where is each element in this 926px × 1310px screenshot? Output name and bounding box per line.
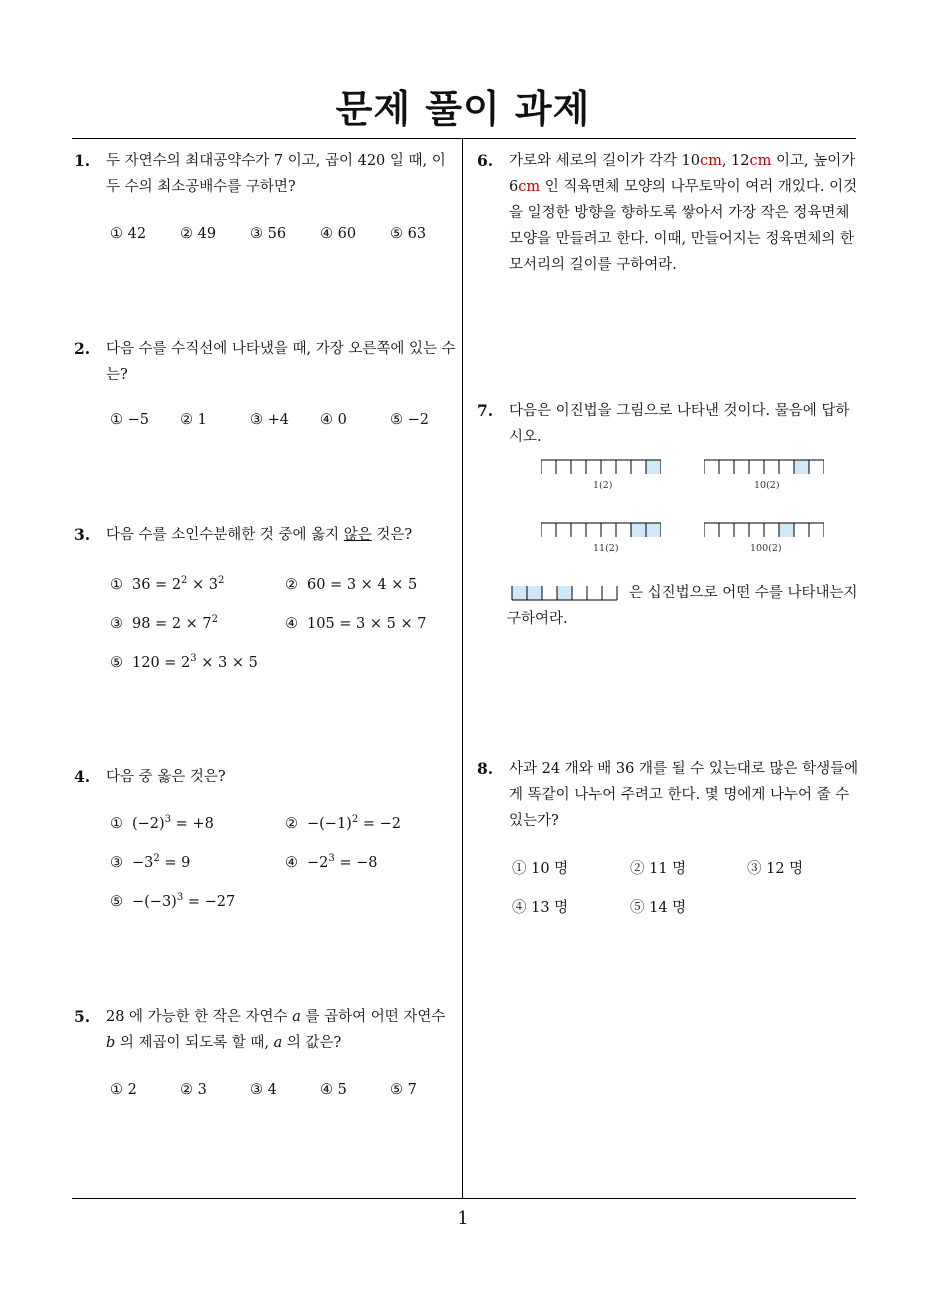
filled-cell: [646, 523, 661, 537]
figure-label: 100(2): [750, 543, 782, 554]
choice-marker: ④: [285, 855, 298, 871]
choice-3[interactable]: ③ 12 명: [747, 861, 804, 877]
expr: 36 = 2: [132, 577, 182, 593]
question-text: 은 십진법으로 어떤 수를 나타내는지 구하여라.: [507, 585, 858, 627]
choice-1[interactable]: ① 2: [110, 1082, 137, 1098]
question-6: [477, 148, 859, 278]
text-part: 의 값은?: [282, 1035, 342, 1051]
choice-5[interactable]: ⑤ 7: [390, 1082, 417, 1098]
expr: (−2): [132, 816, 165, 832]
page-title: 문제 풀이 과제: [335, 87, 591, 131]
filled-cell: [512, 586, 527, 600]
choice-4[interactable]: ④ 5: [320, 1082, 347, 1098]
text-part: 다음 수를 소인수분해한 것 중에 옳지: [106, 527, 344, 543]
question-number: 6.: [477, 151, 494, 170]
choice-1[interactable]: [110, 816, 214, 832]
text-part: 의 제곱이 되도록 할 때,: [115, 1035, 274, 1051]
choice-3[interactable]: [110, 616, 218, 632]
question-text: [509, 148, 859, 278]
exponent: 2: [153, 853, 160, 864]
text-part: , 12: [721, 153, 750, 169]
choice-5[interactable]: ⑤ 63: [390, 226, 427, 242]
choice-2[interactable]: ② 1: [180, 412, 207, 428]
exponent: 3: [190, 653, 197, 664]
question-text: [106, 522, 458, 548]
exponent: 2: [211, 614, 219, 625]
question-number: 2.: [74, 339, 91, 358]
binary-strip: [541, 458, 661, 476]
choice-2[interactable]: ② 49: [180, 226, 217, 242]
choice-3[interactable]: ③ 4: [250, 1082, 277, 1098]
figure-label: 11(2): [593, 543, 619, 554]
text-part: 를 곱하여 어떤 자연수: [300, 1009, 446, 1025]
question-number: 8.: [477, 759, 494, 778]
exponent: 3: [328, 853, 335, 864]
question-2: [74, 336, 458, 388]
expr: −(−1): [307, 816, 352, 832]
expr: −(−3): [132, 894, 177, 910]
binary-strip: [508, 585, 632, 603]
unit-cm: cm: [699, 153, 722, 169]
choice-5[interactable]: ⑤ −2: [390, 412, 429, 428]
question-text: 사과 24 개와 배 36 개를 될 수 있는대로 많은 학생들에게 똑같이 나누어 주려고 한다. 몇 명에게 나누어 줄 수 있는가?: [509, 761, 859, 829]
figure-label: 1(2): [593, 480, 613, 491]
question-number: 5.: [74, 1007, 91, 1026]
unit-cm: cm: [749, 153, 772, 169]
choice-2[interactable]: [285, 577, 417, 593]
expr: = +8: [171, 816, 214, 832]
filled-cell: [631, 523, 646, 537]
expr: 60 = 3 × 4 × 5: [307, 577, 418, 593]
expr: −3: [132, 855, 154, 871]
exponent: 2: [181, 575, 188, 586]
choice-marker: ④: [285, 616, 298, 632]
expr: 120 = 2: [132, 655, 191, 671]
question-text: 다음 중 옳은 것은?: [106, 769, 226, 785]
choice-3[interactable]: ③ 56: [250, 226, 287, 242]
expr: = −27: [183, 894, 236, 910]
binary-figure-2: [704, 458, 824, 491]
choice-2[interactable]: ② 11 명: [630, 861, 687, 877]
text-part: 이고, 높이가 6: [509, 153, 856, 195]
choice-marker: ⑤: [110, 655, 123, 671]
variable: b: [106, 1035, 116, 1051]
filled-cell: [794, 460, 809, 474]
question-number: 7.: [477, 401, 494, 420]
choice-marker: ③: [110, 855, 123, 871]
filled-cell: [646, 460, 661, 474]
choice-marker: ⑤: [110, 894, 123, 910]
filled-cell: [527, 586, 542, 600]
choice-4[interactable]: ④ 13 명: [512, 900, 569, 916]
choice-5[interactable]: [110, 655, 258, 671]
question-number: 3.: [74, 525, 91, 544]
choice-2[interactable]: [285, 816, 401, 832]
binary-figure-4: [704, 521, 824, 554]
text-part: 가로와 세로의 길이가 각각 10: [509, 153, 700, 169]
binary-inline-figure: [508, 585, 632, 607]
variable: a: [273, 1035, 283, 1051]
question-text: 두 자연수의 최대공약수가 7 이고, 곱이 420 일 때, 이 두 수의 최소공배수를 구하면?: [106, 153, 446, 195]
expr: = −2: [358, 816, 401, 832]
binary-figure-3: [541, 521, 661, 554]
binary-strip: [541, 521, 661, 539]
expr: × 3: [187, 577, 219, 593]
text-part: 것은?: [371, 527, 413, 543]
choice-marker: ①: [110, 577, 123, 593]
question-text: 다음 수를 수직선에 나타냈을 때, 가장 오른쪽에 있는 수는?: [106, 341, 456, 383]
expr: −2: [307, 855, 329, 871]
binary-figure-1: [541, 458, 661, 491]
expr: = 9: [159, 855, 191, 871]
question-5: [74, 1004, 458, 1056]
binary-strip: [704, 458, 824, 476]
choice-4[interactable]: [285, 616, 426, 632]
exponent: 3: [164, 814, 172, 825]
question-4: [74, 764, 458, 790]
choice-2[interactable]: ② 3: [180, 1082, 207, 1098]
question-3: [74, 522, 458, 548]
choice-marker: ①: [110, 816, 123, 832]
choice-1[interactable]: ① 42: [110, 226, 147, 242]
choice-3[interactable]: [110, 855, 190, 871]
exponent: 2: [218, 575, 225, 586]
page-number: 1: [457, 1208, 469, 1229]
choice-1[interactable]: ① 10 명: [512, 861, 569, 877]
question-8: [477, 756, 859, 834]
expr: × 3 × 5: [196, 655, 258, 671]
question-1: [74, 148, 458, 200]
expr: 98 = 2 × 7: [132, 616, 212, 632]
text-part: 인 직육면체 모양의 나무토막이 여러 개있다. 이것을 일정한 방향을 향하도록 쌓아서 가장 작은 정육면체 모양을 만들려고 한다. 이때, 만들어지는 정육면체의 한 모서리의 길이를 구하여라.: [509, 179, 858, 273]
choice-4[interactable]: [285, 855, 378, 871]
choice-5[interactable]: ⑤ 14 명: [630, 900, 687, 916]
question-number: 1.: [74, 151, 91, 170]
choice-4[interactable]: ④ 60: [320, 226, 357, 242]
choice-marker: ③: [110, 616, 123, 632]
figure-label: 10(2): [754, 480, 780, 491]
choice-4[interactable]: ④ 0: [320, 412, 347, 428]
bottom-rule: [72, 1198, 856, 1199]
question-7: [477, 398, 859, 450]
choice-1[interactable]: [110, 577, 224, 593]
top-rule: [72, 138, 856, 139]
question-text: [106, 1004, 458, 1056]
expr: 105 = 3 × 5 × 7: [307, 616, 427, 632]
binary-strip: [704, 521, 824, 539]
exponent: 3: [176, 892, 184, 903]
choice-marker: ②: [285, 577, 298, 593]
underlined-word: 않은: [343, 527, 372, 543]
question-number: 4.: [74, 767, 91, 786]
variable: a: [292, 1009, 301, 1025]
choice-5[interactable]: [110, 894, 235, 910]
exponent: 2: [351, 814, 359, 825]
unit-cm: cm: [518, 179, 541, 195]
question-text: 다음은 이진법을 그림으로 나타낸 것이다. 물음에 답하시오.: [509, 403, 850, 445]
filled-cell: [779, 523, 794, 537]
text-part: 28 에 가능한 한 작은 자연수: [106, 1009, 293, 1025]
column-divider: [462, 139, 463, 1199]
choice-1[interactable]: ① −5: [110, 412, 149, 428]
filled-cell: [557, 586, 572, 600]
expr: = −8: [334, 855, 378, 871]
choice-3[interactable]: ③ +4: [250, 412, 289, 428]
choice-marker: ②: [285, 816, 298, 832]
